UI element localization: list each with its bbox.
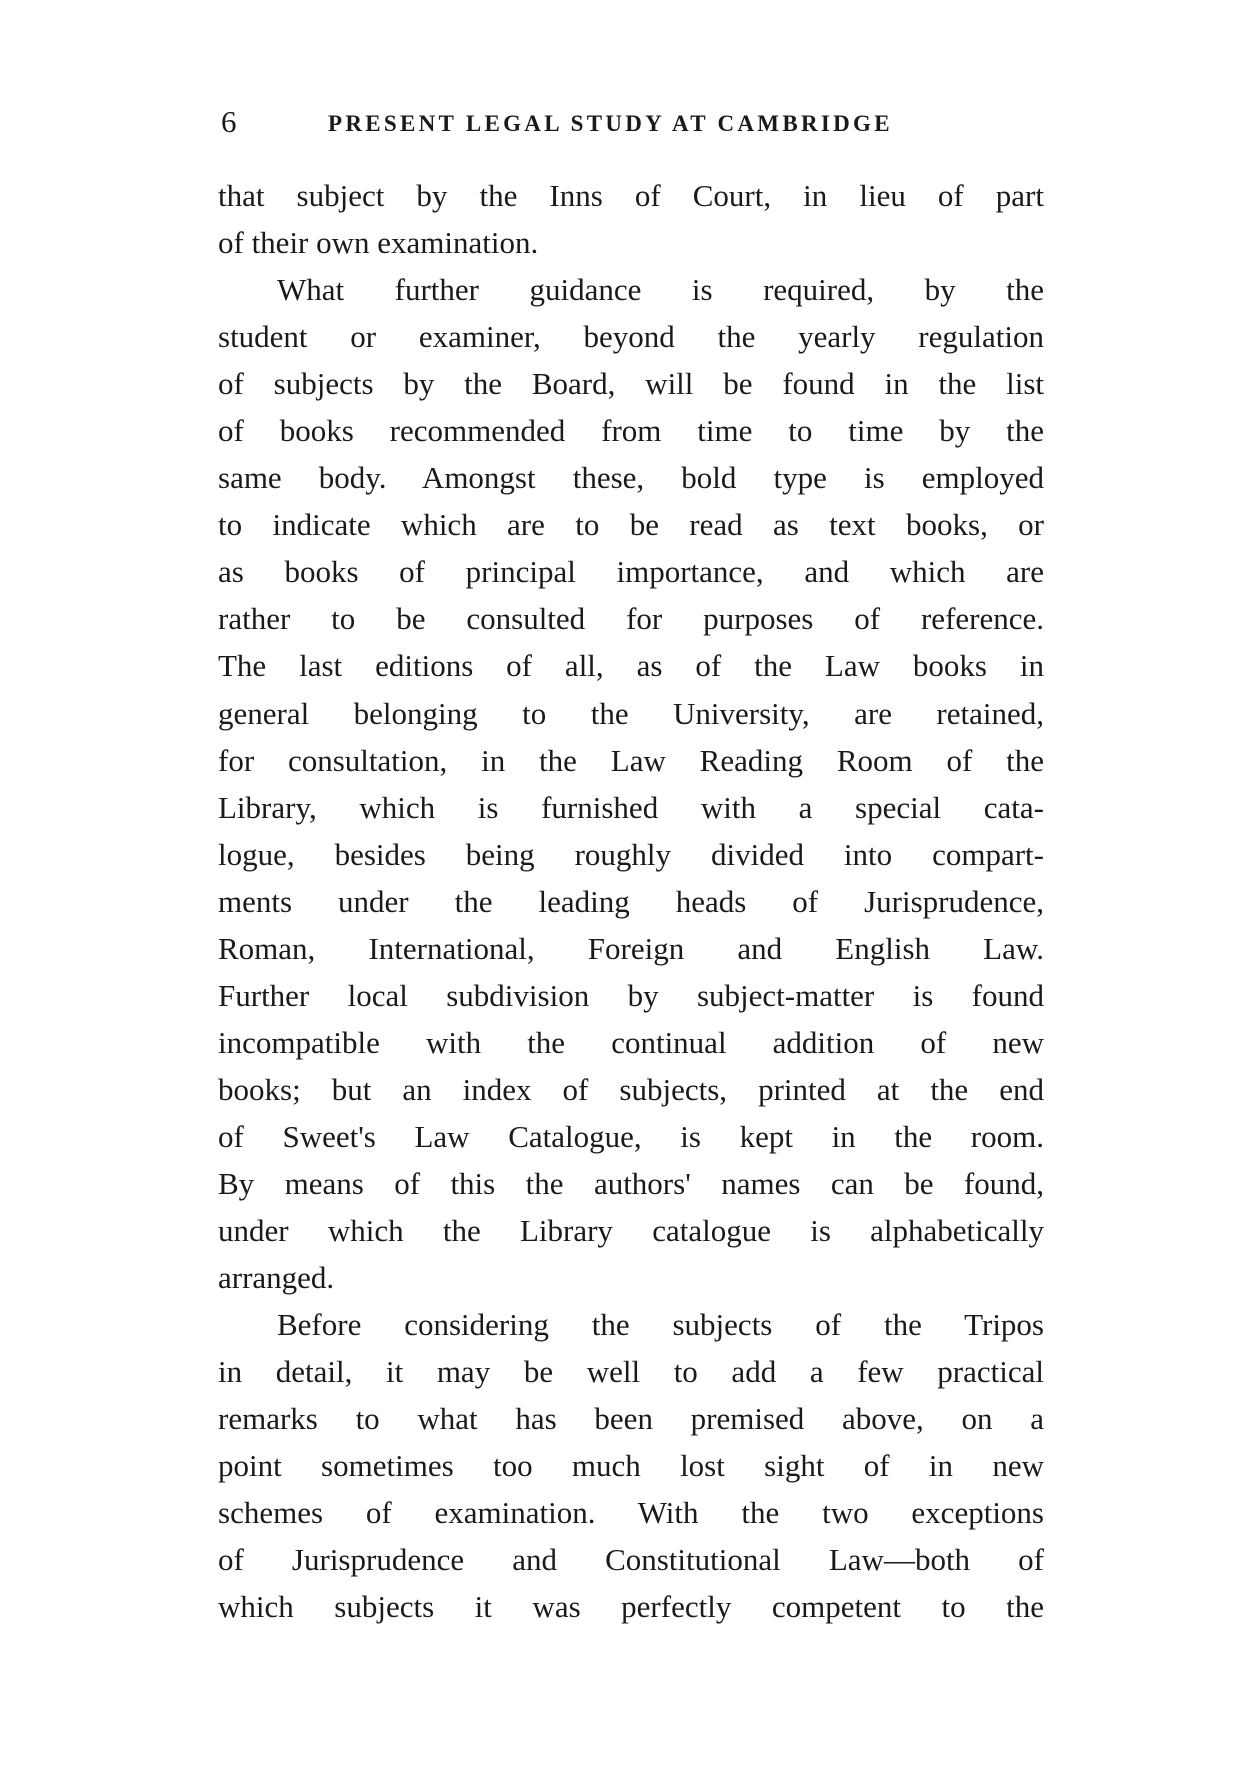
text-line: What further guidance is required, by the (277, 272, 1044, 308)
text-line: general belonging to the University, are retained, (218, 695, 1044, 731)
running-title: PRESENT LEGAL STUDY AT CAMBRIDGE (328, 111, 893, 136)
text-line: of their own examination. (218, 225, 539, 261)
text-line: ments under the leading heads of Jurisprudence, (218, 883, 1044, 919)
text-line: schemes of examination. With the two exceptions (218, 1495, 1044, 1531)
text-line: logue, besides being roughly divided into compart- (218, 836, 1044, 872)
text-line: Further local subdivision by subject-matter is found (218, 977, 1044, 1013)
body-text (218, 172, 1044, 1630)
text-line: of Jurisprudence and Constitutional Law—both of (218, 1542, 1044, 1578)
text-line: of subjects by the Board, will be found in the list (218, 366, 1044, 402)
text-line: in detail, it may be well to add a few practical (218, 1354, 1044, 1390)
text-line: student or examiner, beyond the yearly regulation (218, 319, 1044, 355)
page-number: 6 (221, 104, 237, 139)
text-line: to indicate which are to be read as text books, or (218, 507, 1044, 543)
text-line: arranged. (218, 1260, 335, 1296)
text-line: incompatible with the continual addition of new (218, 1024, 1044, 1060)
text-line: point sometimes too much lost sight of in new (218, 1448, 1044, 1484)
text-line: The last editions of all, as of the Law books in (218, 648, 1044, 684)
text-line: books; but an index of subjects, printed at the end (218, 1071, 1044, 1107)
text-line: under which the Library catalogue is alphabetically (218, 1213, 1044, 1249)
running-head (218, 100, 1044, 144)
text-line: as books of principal importance, and which are (218, 554, 1044, 590)
text-line: rather to be consulted for purposes of reference. (218, 601, 1044, 637)
text-line: Before considering the subjects of the Tripos (277, 1307, 1044, 1343)
text-line: for consultation, in the Law Reading Room of the (218, 742, 1044, 778)
text-line: Roman, International, Foreign and English Law. (218, 930, 1044, 966)
text-line: that subject by the Inns of Court, in lieu of part (218, 178, 1044, 213)
text-line: Library, which is furnished with a special cata- (218, 789, 1044, 825)
text-line: same body. Amongst these, bold type is employed (218, 460, 1044, 496)
text-line: of Sweet's Law Catalogue, is kept in the room. (218, 1118, 1044, 1154)
text-line: which subjects it was perfectly competent to the (218, 1589, 1044, 1625)
text-line: of books recommended from time to time by the (218, 413, 1044, 449)
text-line: remarks to what has been premised above, on a (218, 1401, 1044, 1437)
text-line: By means of this the authors' names can be found, (218, 1165, 1044, 1201)
